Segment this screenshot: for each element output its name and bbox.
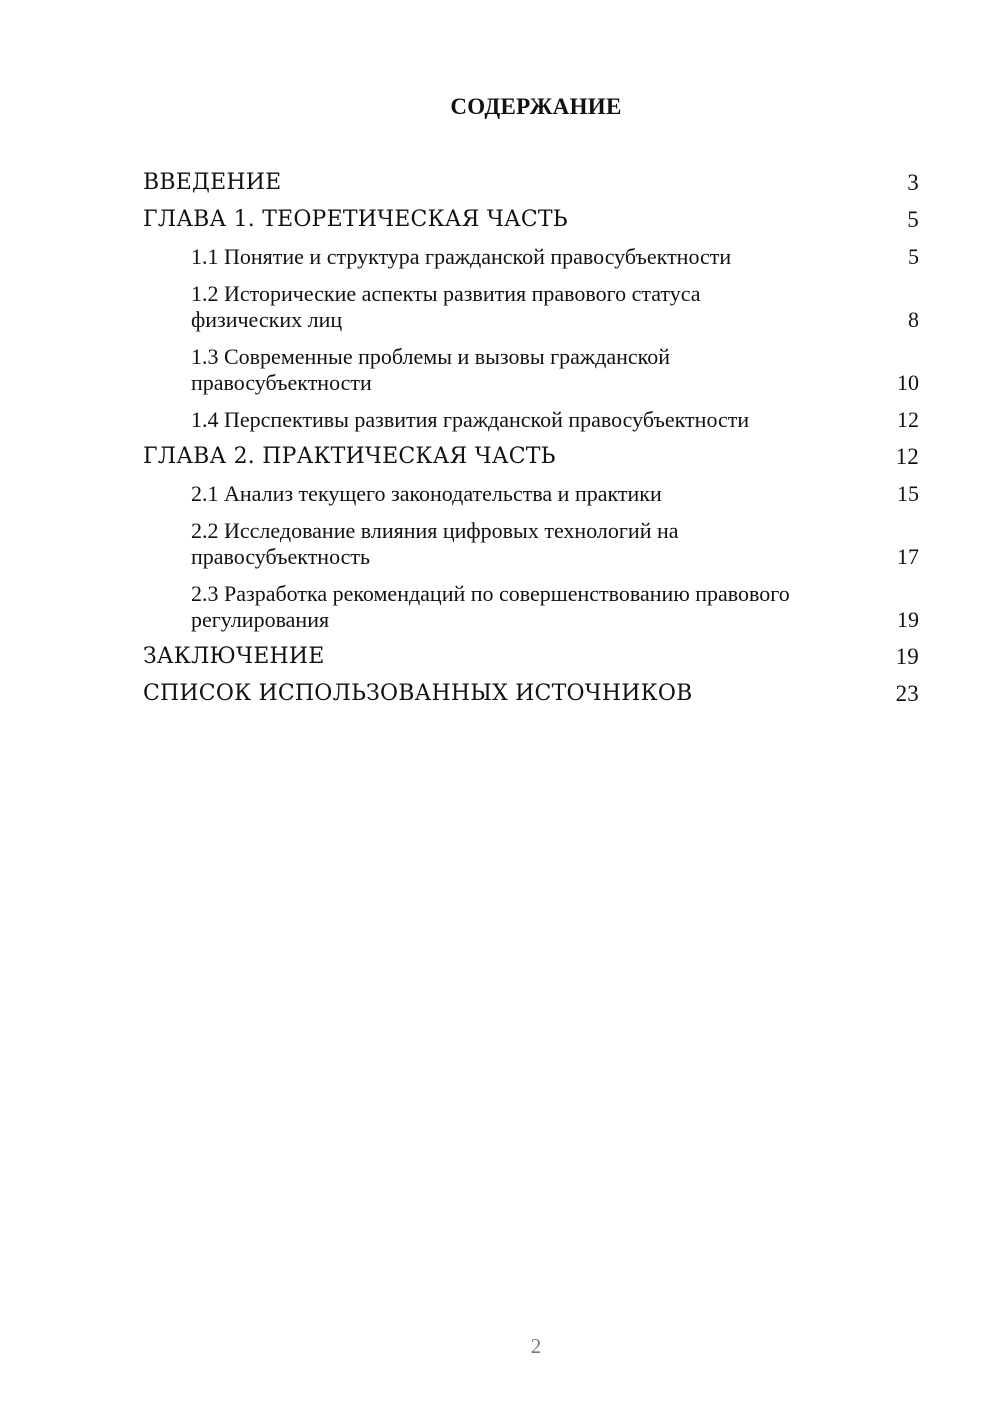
toc-entry-label: 1.4 Перспективы развития гражданской правосубъектности bbox=[191, 407, 750, 432]
page-title: СОДЕРЖАНИЕ bbox=[450, 94, 622, 119]
page-number: 2 bbox=[530, 1334, 542, 1358]
toc-entry-label: 2.1 Анализ текущего законодательства и практики bbox=[191, 481, 662, 506]
toc-entry-label: СПИСОК ИСПОЛЬЗОВАННЫХ ИСТОЧНИКОВ bbox=[143, 681, 693, 706]
toc-entry-label: ВВЕДЕНИЕ bbox=[143, 170, 282, 195]
toc-entry-label: 2.3 Разработка рекомендаций по совершенствованию правового регулирования bbox=[191, 581, 790, 632]
toc-entry-page: 10 bbox=[897, 370, 919, 395]
toc-entry-chapter-2 bbox=[143, 444, 919, 470]
toc-entry-page: 5 bbox=[907, 207, 919, 232]
toc-entry-label: 1.2 Исторические аспекты развития правового статуса физических лиц bbox=[191, 281, 701, 332]
toc-entry-page: 12 bbox=[895, 444, 919, 469]
toc-entry-conclusion bbox=[143, 644, 919, 670]
toc-entry-section-2-2 bbox=[143, 518, 919, 570]
toc-entry-section-2-1 bbox=[143, 481, 919, 507]
toc-entry-label: ЗАКЛЮЧЕНИЕ bbox=[143, 644, 325, 669]
toc-entry-page: 17 bbox=[897, 544, 919, 569]
toc-entry-page: 19 bbox=[897, 607, 919, 632]
toc-entry-page: 15 bbox=[897, 481, 919, 506]
toc-entry-page: 3 bbox=[907, 170, 919, 195]
toc-entry-label: 1.3 Современные проблемы и вызовы гражданской правосубъектности bbox=[191, 344, 670, 395]
toc-entry-section-1-2 bbox=[143, 281, 919, 333]
toc-entry-page: 8 bbox=[908, 307, 919, 332]
toc-entry-references bbox=[143, 681, 919, 707]
table-of-contents bbox=[143, 170, 919, 718]
toc-entry-label: ГЛАВА 2. ПРАКТИЧЕСКАЯ ЧАСТЬ bbox=[143, 444, 556, 469]
toc-entry-page: 19 bbox=[895, 644, 919, 669]
toc-entry-label: 1.1 Понятие и структура гражданской правосубъектности bbox=[191, 244, 732, 269]
toc-entry-page: 23 bbox=[895, 681, 919, 706]
toc-entry-page: 5 bbox=[908, 244, 919, 269]
toc-entry-chapter-1 bbox=[143, 207, 919, 233]
toc-entry-label: 2.2 Исследование влияния цифровых технологий на правосубъектность bbox=[191, 518, 679, 569]
toc-entry-section-1-4 bbox=[143, 407, 919, 433]
toc-entry-section-1-1 bbox=[143, 244, 919, 270]
toc-entry-label: ГЛАВА 1. ТЕОРЕТИЧЕСКАЯ ЧАСТЬ bbox=[143, 207, 568, 232]
toc-entry-section-2-3 bbox=[143, 581, 919, 633]
toc-entry-section-1-3 bbox=[143, 344, 919, 396]
toc-entry-introduction bbox=[143, 170, 919, 196]
toc-entry-page: 12 bbox=[897, 407, 919, 432]
